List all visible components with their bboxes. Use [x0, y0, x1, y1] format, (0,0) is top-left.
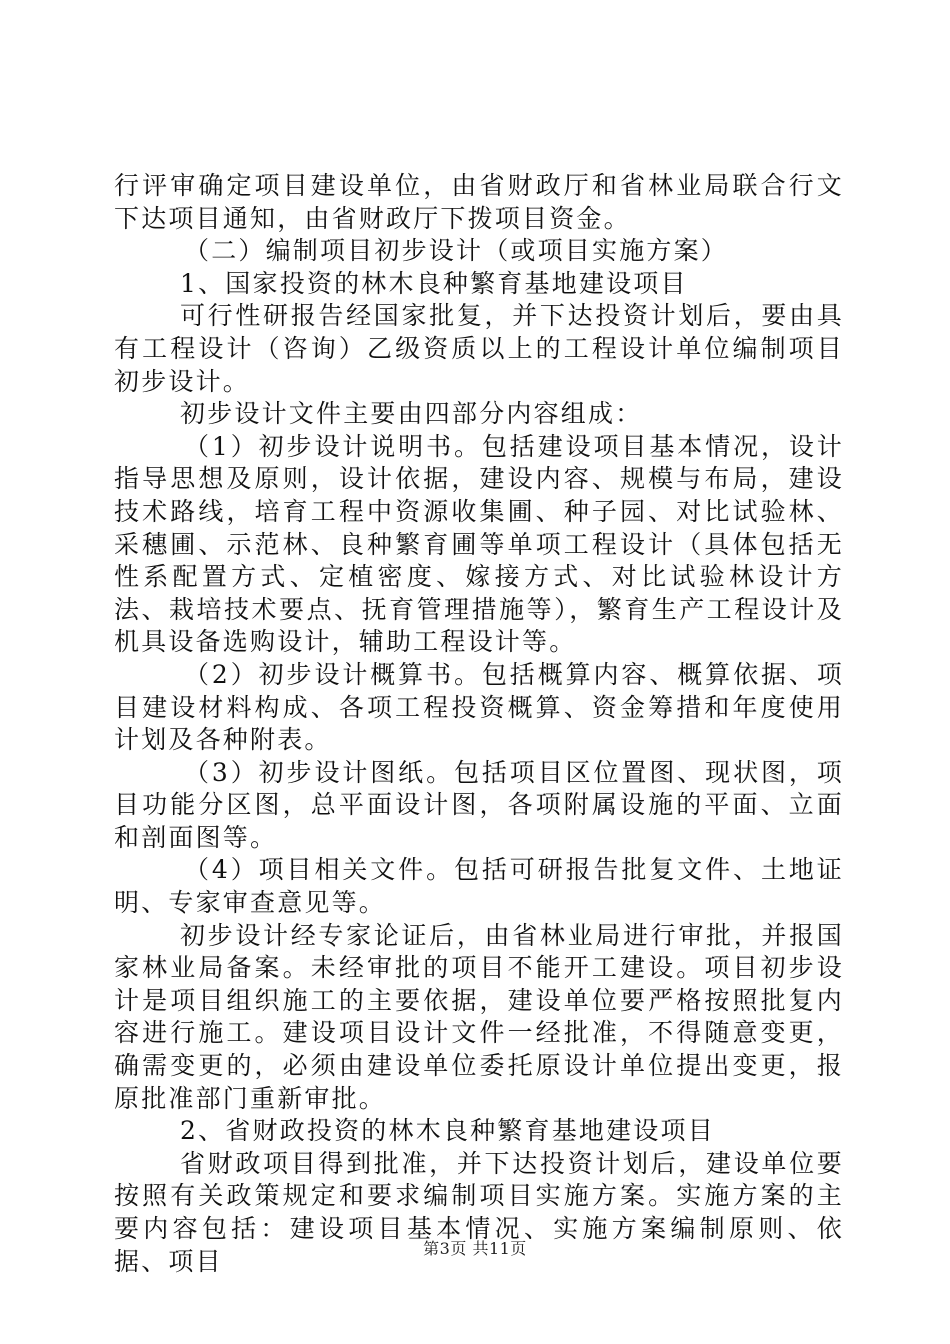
list-item-related-documents: （4）项目相关文件。包括可研报告批复文件、土地证明、专家审查意见等。 — [114, 855, 844, 918]
document-body — [114, 170, 844, 1278]
subheading-national-investment: 1、国家投资的林木良种繁育基地建设项目 — [180, 268, 688, 298]
paragraph-expert-review: 初步设计经专家论证后，由省林业局进行审批，并报国家林业局备案。未经审批的项目不能开工建设。项目初步设计是项目组织施工的主要依据，建设单位要严格按照批复内容进行施工。建设项目设计文件一经批准，不得随意变更，确需变更的，必须由建设单位委托原设计单位提出变更，报原批准部门重新审批。 — [114, 920, 844, 1113]
list-item-design-drawings: （3）初步设计图纸。包括项目区位置图、现状图，项目功能分区图，总平面设计图，各项附属设施的平面、立面和剖面图等。 — [114, 757, 844, 852]
paragraph-feasibility-approval: 可行性研报告经国家批复，并下达投资计划后，要由具有工程设计（咨询）乙级资质以上的工程设计单位编制项目初步设计。 — [114, 301, 844, 396]
paragraph-design-document-parts: 初步设计文件主要由四部分内容组成： — [180, 399, 643, 429]
section-heading-preliminary-design: （二）编制项目初步设计（或项目实施方案） — [184, 236, 729, 266]
list-item-design-specification: （1）初步设计说明书。包括建设项目基本情况，设计指导思想及原则，设计依据，建设内容、规模与布局，建设技术路线，培育工程中资源收集圃、种子园、对比试验林、采穗圃、示范林、良种繁育圃等单项工程设计（具体包括无性系配置方式、定植密度、嫁接方式、对比试验林设计方法、栽培技术要点、抚育管理措施等），繁育生产工程设计及机具设备选购设计，辅助工程设计等。 — [114, 431, 844, 657]
page-number-footer: 第3页 共11页 — [423, 1239, 527, 1258]
list-item-budget-estimate: （2）初步设计概算书。包括概算内容、概算依据、项目建设材料构成、各项工程投资概算、资金筹措和年度使用计划及各种附表。 — [114, 659, 844, 755]
paragraph-implementation-plan: 省财政项目得到批准，并下达投资计划后，建设单位要按照有关政策规定和要求编制项目实施方案。实施方案的主要内容包括：建设项目基本情况、实施方案编制原则、依据、项目 — [114, 1148, 844, 1276]
subheading-provincial-investment: 2、省财政投资的林木良种繁育基地建设项目 — [180, 1116, 715, 1146]
paragraph-continuation: 行评审确定项目建设单位，由省财政厅和省林业局联合行文下达项目通知，由省财政厅下拨项目资金。 — [114, 171, 844, 233]
